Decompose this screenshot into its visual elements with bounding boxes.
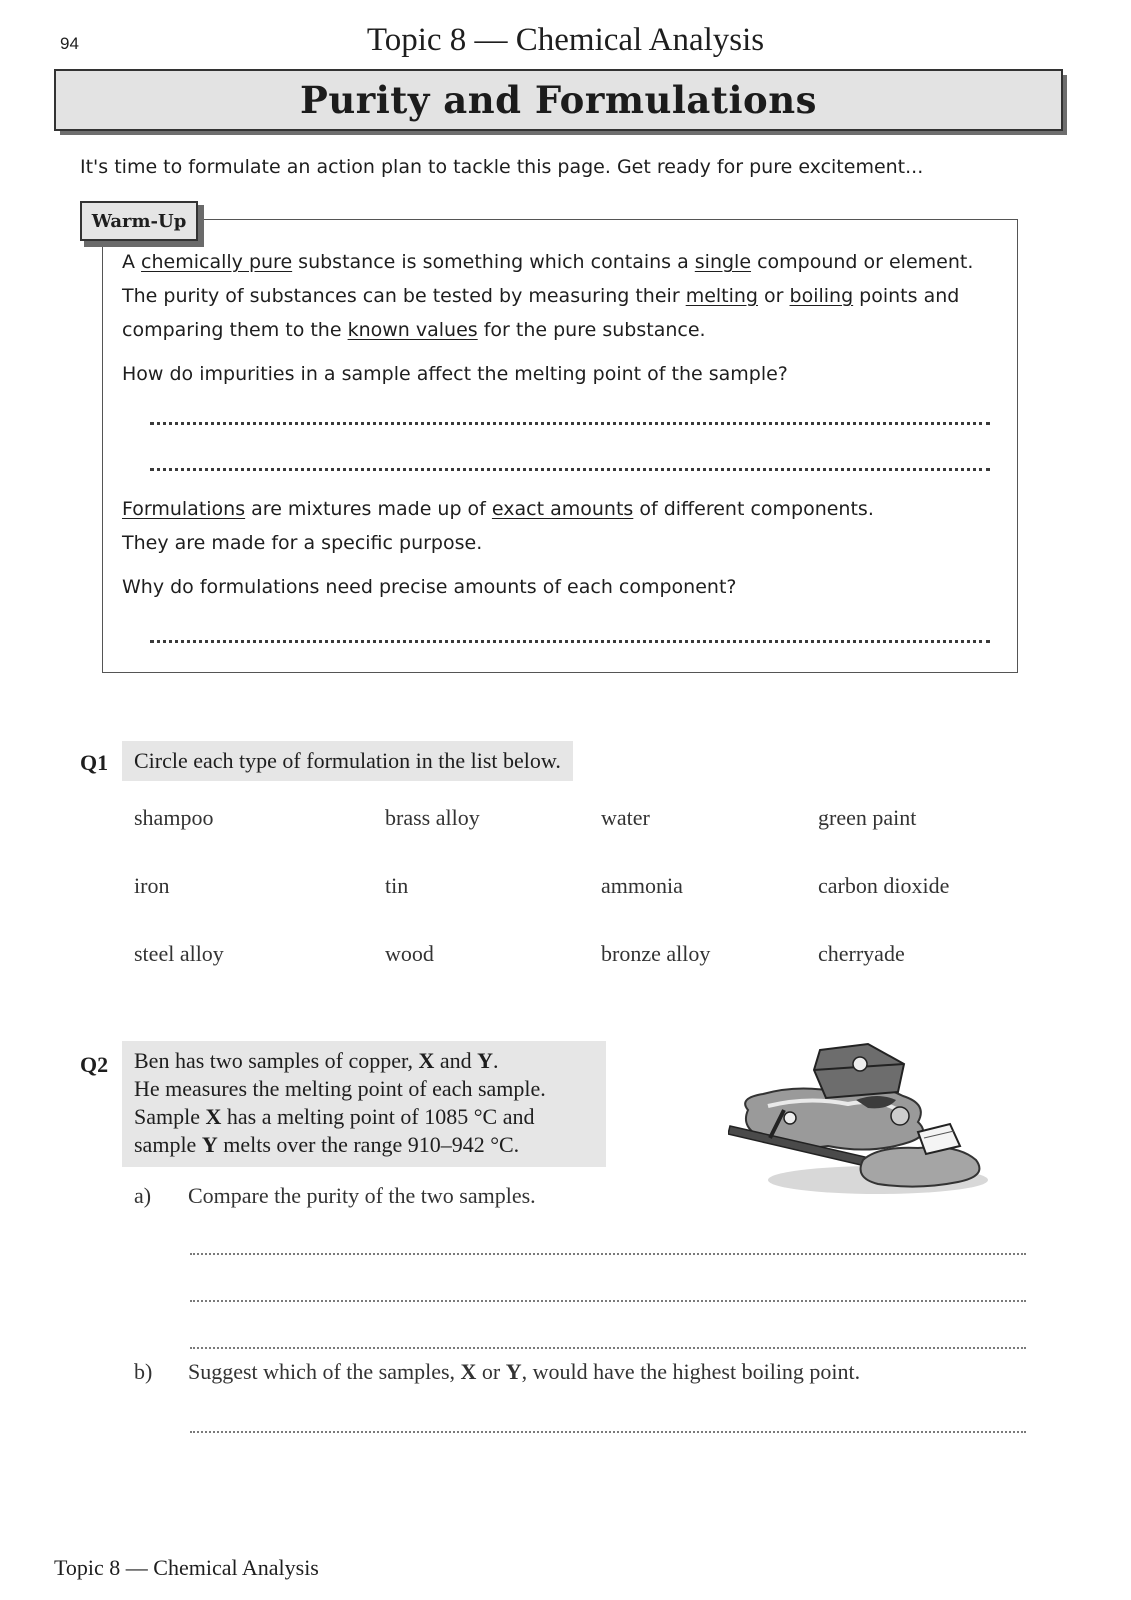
warm-up-question-2: Why do formulations need precise amounts of each component?: [122, 576, 737, 598]
answer-line[interactable]: [150, 422, 990, 425]
option-ammonia[interactable]: ammonia: [601, 873, 683, 898]
warm-up-line-5: They are made for a specific purpose.: [122, 532, 483, 554]
topic-heading: Topic 8 — Chemical Analysis: [366, 22, 765, 58]
text: Suggest which of the samples,: [188, 1359, 461, 1384]
page-number: 94: [60, 34, 79, 53]
option-cherryade[interactable]: cherryade: [818, 941, 905, 966]
warm-up-question-1: How do impurities in a sample affect the melting point of the sample?: [122, 363, 788, 385]
q2-prompt-box: [122, 1041, 606, 1167]
q2-line-3: [134, 1103, 594, 1131]
text: and: [434, 1048, 478, 1073]
answer-line[interactable]: [190, 1431, 1026, 1433]
text: for the pure substance.: [477, 319, 706, 341]
hat-badge: [853, 1057, 867, 1071]
option-water[interactable]: water: [601, 805, 650, 830]
page-title: Purity and Formulations: [300, 78, 817, 122]
robot-eye: [784, 1112, 796, 1124]
part-a-text: Compare the purity of the two samples.: [188, 1183, 536, 1208]
answer-line[interactable]: [190, 1300, 1026, 1302]
answer-line[interactable]: [190, 1253, 1026, 1255]
option-wood[interactable]: wood: [385, 941, 434, 966]
option-steel-alloy[interactable]: steel alloy: [134, 941, 224, 966]
underlined-term: single: [694, 251, 752, 273]
sample-y: Y: [201, 1132, 218, 1157]
option-green-paint[interactable]: green paint: [818, 805, 917, 830]
text: A: [122, 251, 142, 273]
text: substance is something which contains a: [292, 251, 695, 273]
text: melts over the range 910–942 °C.: [217, 1132, 520, 1157]
sample-x: X: [460, 1359, 477, 1384]
q2-number: Q2: [80, 1052, 109, 1077]
option-iron[interactable]: iron: [134, 873, 170, 898]
option-brass-alloy[interactable]: brass alloy: [385, 805, 480, 830]
underlined-term: known values: [347, 319, 478, 341]
answer-line[interactable]: [150, 640, 990, 643]
warm-up-tab: [80, 201, 198, 241]
warm-up-line-4: [122, 492, 874, 526]
intro-text: It's time to formulate an action plan to tackle this page. Get ready for pure excitement...: [80, 156, 924, 178]
text: points and: [853, 285, 960, 307]
melted-robot-illustration: [728, 1040, 1003, 1200]
robot-bolt: [891, 1107, 909, 1125]
underlined-term: melting: [685, 285, 758, 307]
q1-prompt-box: [122, 741, 573, 781]
text: comparing them to the: [122, 319, 348, 341]
text: .: [493, 1048, 499, 1073]
text: or: [758, 285, 790, 307]
title-banner: [54, 69, 1063, 131]
part-b-text: [188, 1359, 860, 1385]
q2-line-2: He measures the melting point of each sample.: [134, 1076, 546, 1101]
sample-y: Y: [505, 1359, 522, 1384]
underlined-term: exact amounts: [491, 498, 634, 520]
second-puddle: [861, 1147, 980, 1186]
sample-x: X: [418, 1048, 435, 1073]
text: Ben has two samples of copper,: [134, 1048, 419, 1073]
part-a-label: a): [134, 1183, 152, 1208]
option-carbon-dioxide[interactable]: carbon dioxide: [818, 873, 950, 898]
answer-line[interactable]: [190, 1347, 1026, 1349]
underlined-term: boiling: [789, 285, 854, 307]
option-shampoo[interactable]: shampoo: [134, 805, 214, 830]
underlined-term: Formulations: [122, 498, 246, 520]
text: or: [476, 1359, 506, 1384]
text: of different components.: [633, 498, 874, 520]
underlined-term: chemically pure: [141, 251, 293, 273]
q1-number: Q1: [80, 750, 109, 775]
q2-line-4: [134, 1131, 594, 1159]
option-bronze-alloy[interactable]: bronze alloy: [601, 941, 711, 966]
warm-up-line-2: [122, 279, 959, 313]
answer-line[interactable]: [150, 468, 990, 471]
text: , would have the highest boiling point.: [521, 1359, 861, 1384]
warm-up-line-3: [122, 313, 706, 347]
page-footer: Topic 8 — Chemical Analysis: [54, 1555, 319, 1580]
text: has a melting point of 1085 °C and: [221, 1104, 535, 1129]
warm-up-line-1: [122, 245, 973, 279]
warm-up-label: Warm-Up: [91, 210, 187, 232]
sample-x: X: [205, 1104, 222, 1129]
text: Sample: [134, 1104, 206, 1129]
sample-y: Y: [477, 1048, 493, 1073]
text: compound or element.: [751, 251, 974, 273]
q1-prompt: Circle each type of formulation in the list below.: [134, 748, 561, 773]
q2-line-1: [134, 1047, 594, 1075]
part-b-label: b): [134, 1359, 153, 1384]
text: The purity of substances can be tested by measuring their: [122, 285, 686, 307]
text: sample: [134, 1132, 202, 1157]
text: are mixtures made up of: [245, 498, 492, 520]
option-tin[interactable]: tin: [385, 873, 409, 898]
